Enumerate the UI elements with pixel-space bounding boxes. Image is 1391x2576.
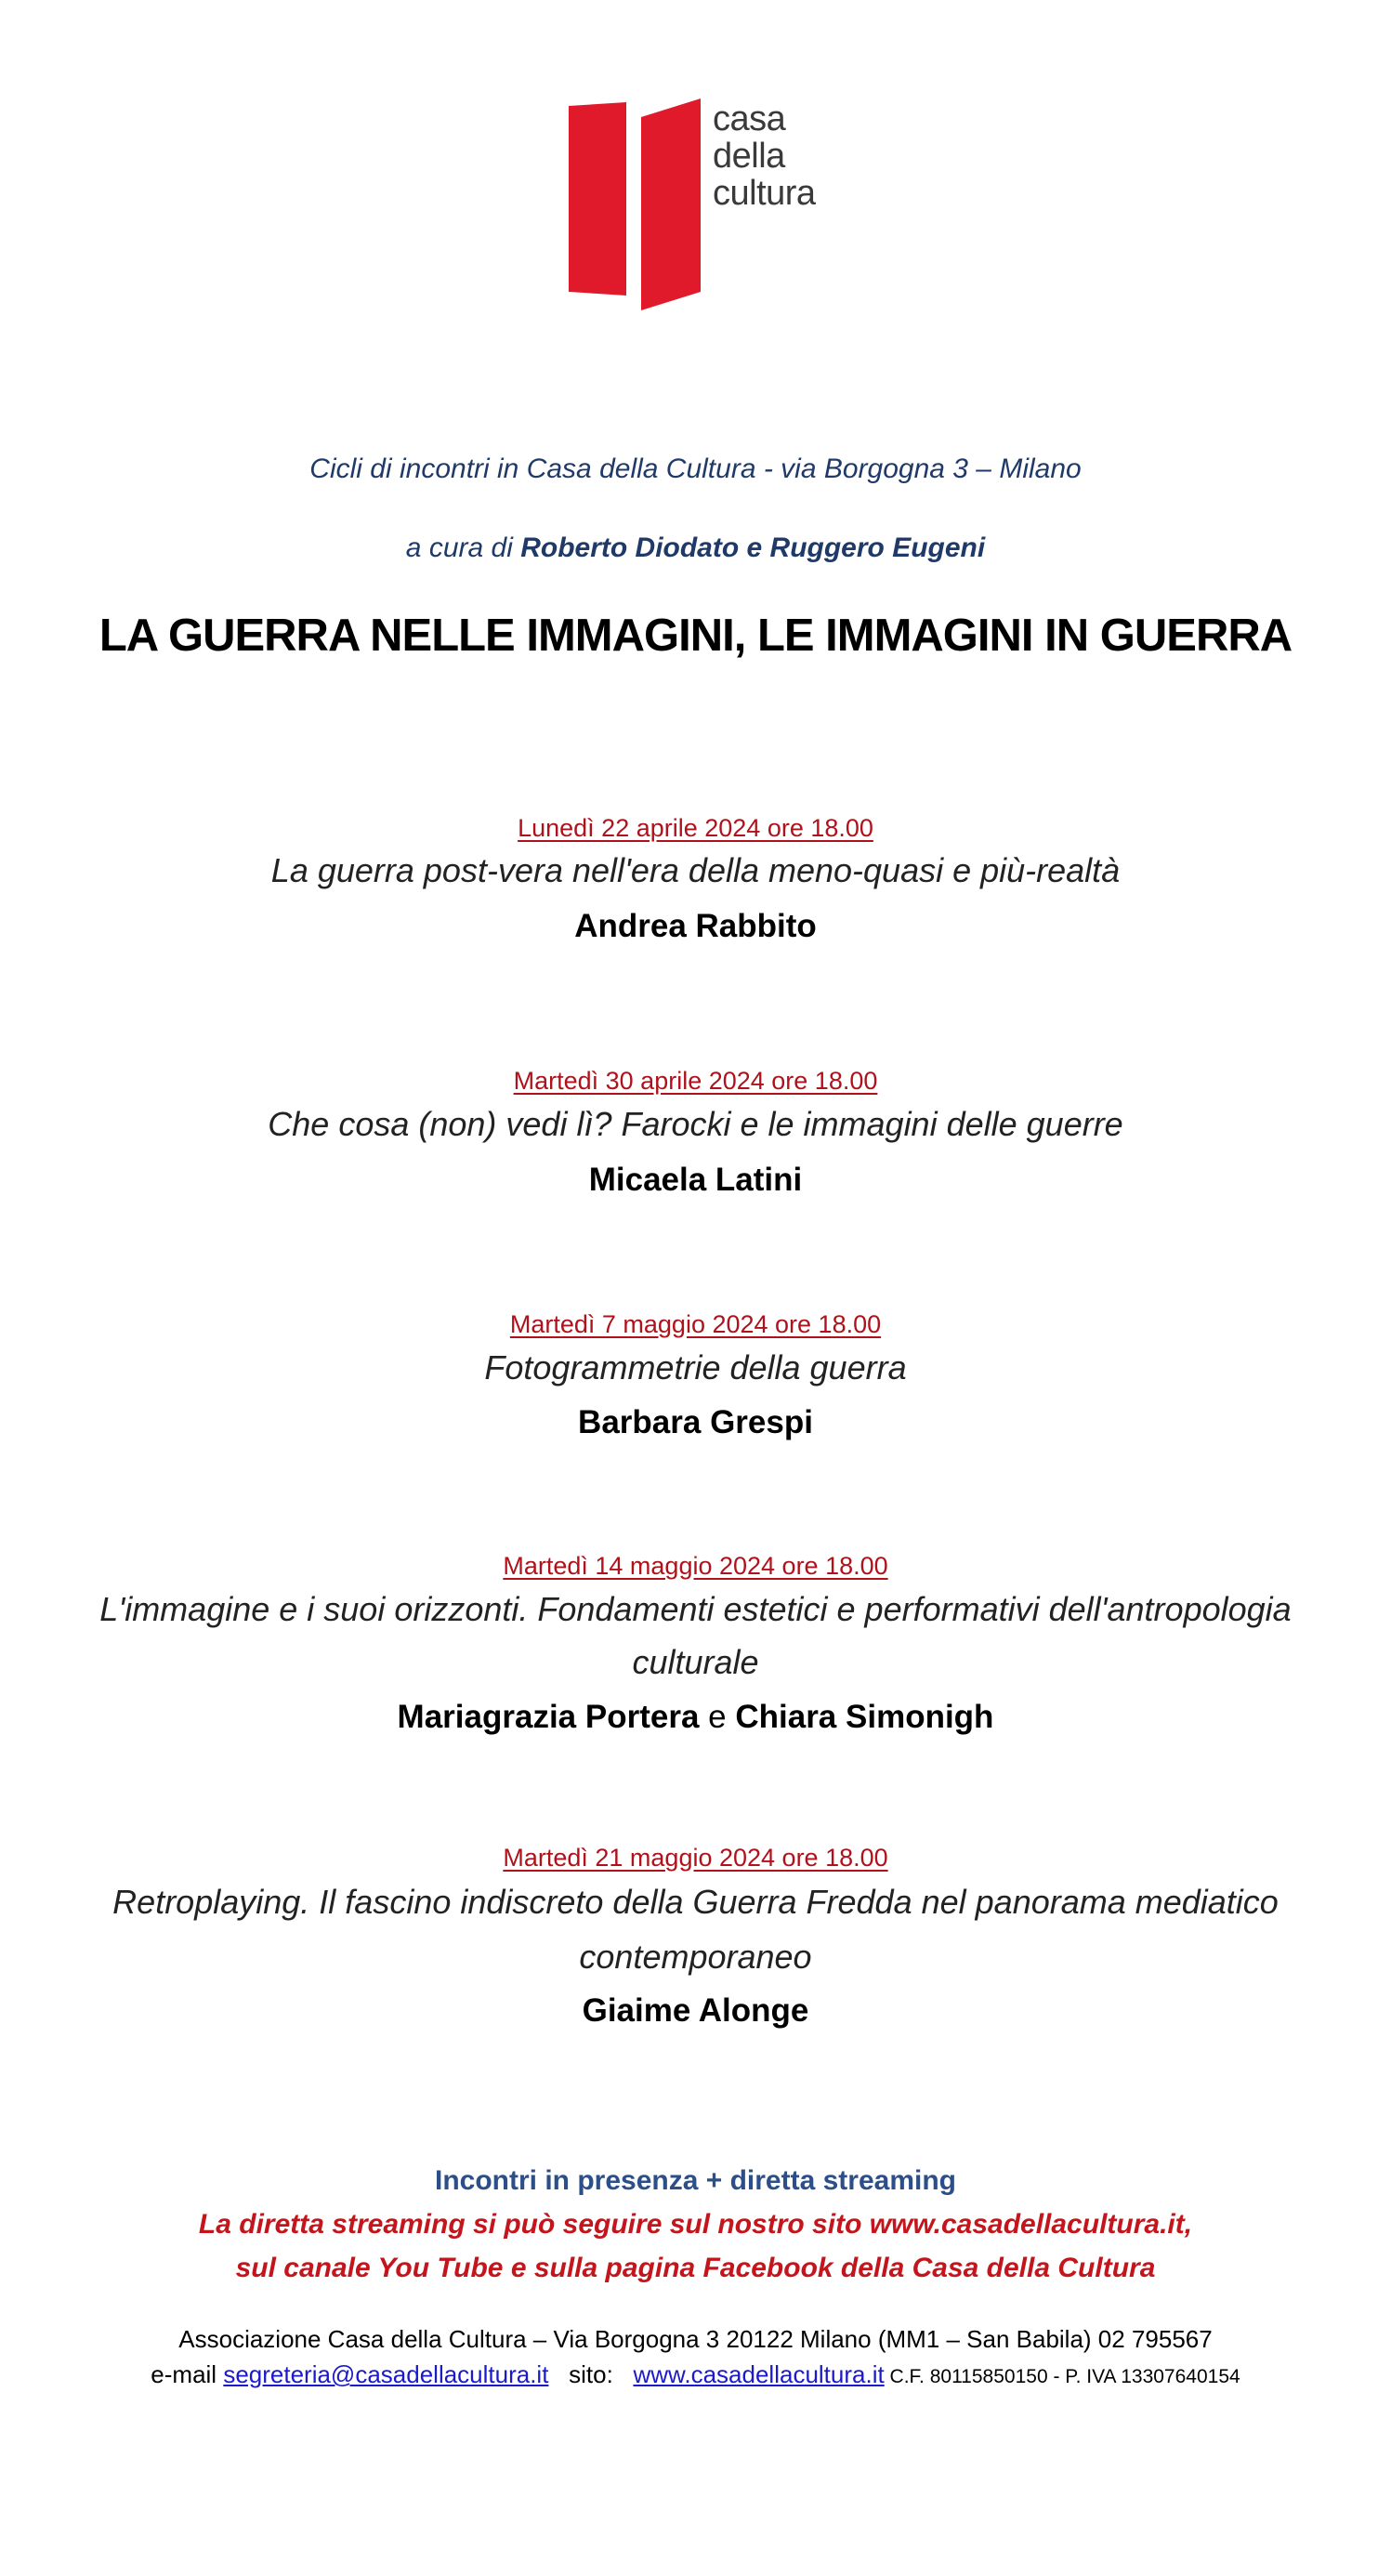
fiscal-codes: C.F. 80115850150 - P. IVA 13307640154 — [884, 2366, 1240, 2387]
event-3-title: Fotogrammetrie della guerra — [484, 1348, 907, 1387]
event-2-speaker: Micaela Latini — [588, 1162, 803, 1198]
event-4-speaker-2: Chiara Simonigh — [735, 1699, 994, 1735]
event-4-speaker-1: Mariagrazia Portera — [397, 1699, 700, 1735]
streaming-line-1: La diretta streaming si può seguire sul nostro sito www.casadellacultura.it, — [198, 2209, 1193, 2240]
cycle-subtitle: Cicli di incontri in Casa della Cultura - via Borgogna 3 – Milano — [309, 453, 1082, 484]
event-4-conjunction: e — [699, 1699, 736, 1735]
event-4-title-line-2: culturale — [632, 1643, 759, 1681]
book-logo-icon — [569, 99, 708, 312]
event-3-date: Martedì 7 maggio 2024 ore 18.00 — [509, 1310, 882, 1338]
event-5-title-line-1: Retroplaying. Il fascino indiscreto della Guerra Fredda nel panorama mediatico — [112, 1883, 1279, 1921]
curators-line — [0, 532, 1391, 564]
event-4-date: Martedì 14 maggio 2024 ore 18.00 — [503, 1552, 888, 1580]
streaming-line-2: sul canale You Tube e sulla pagina Facebook della Casa della Cultura — [235, 2253, 1156, 2283]
logo-right-page — [641, 99, 701, 310]
event-5-title-line-2: contemporaneo — [579, 1938, 812, 1976]
page-title: LA GUERRA NELLE IMMAGINI, LE IMMAGINI IN GUERRA — [98, 611, 1293, 661]
event-4-title-line-1: L'immagine e i suoi orizzonti. Fondamenti estetici e performativi dell'antropologia — [99, 1590, 1292, 1628]
logo-word-della: della — [713, 137, 785, 176]
event-4-speakers — [0, 1699, 1391, 1736]
casa-della-cultura-logo — [569, 99, 838, 312]
event-5-date: Martedì 21 maggio 2024 ore 18.00 — [503, 1844, 888, 1872]
footer-contacts — [0, 2360, 1391, 2389]
email-link[interactable]: segreteria@casadellacultura.it — [223, 2360, 549, 2388]
event-1-title: La guerra post-vera nell'era della meno-quasi e più-realtà — [270, 851, 1121, 889]
event-1-date: Lunedì 22 aprile 2024 ore 18.00 — [518, 814, 873, 842]
event-5-speaker: Giaime Alonge — [582, 1992, 809, 2029]
curators-prefix: a cura di — [405, 532, 521, 563]
streaming-heading: Incontri in presenza + diretta streaming — [435, 2165, 956, 2196]
logo-left-page — [569, 102, 626, 296]
website-link[interactable]: www.casadellacultura.it — [633, 2360, 885, 2388]
event-2-date: Martedì 30 aprile 2024 ore 18.00 — [513, 1067, 878, 1095]
email-label: e-mail — [151, 2360, 224, 2388]
curators-names: Roberto Diodato e Ruggero Eugeni — [520, 532, 986, 563]
logo-word-cultura: cultura — [713, 174, 816, 213]
site-label: sito: — [548, 2360, 634, 2388]
event-3-speaker: Barbara Grespi — [578, 1404, 813, 1440]
footer-address: Associazione Casa della Cultura – Via Borgogna 3 20122 Milano (MM1 – San Babila) 02 795567 — [178, 2325, 1213, 2353]
logo-word-casa: casa — [713, 99, 786, 138]
event-1-speaker: Andrea Rabbito — [574, 908, 817, 944]
event-2-title: Che cosa (non) vedi lì? Farocki e le immagini delle guerre — [268, 1105, 1123, 1143]
